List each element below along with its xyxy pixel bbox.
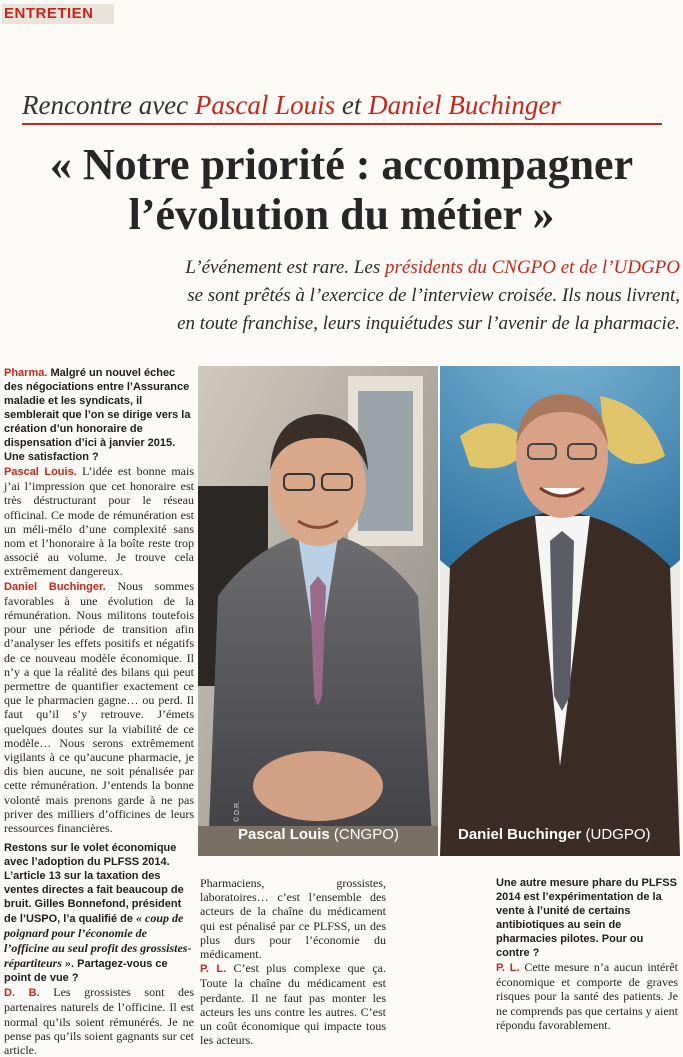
column-right [496, 876, 678, 1032]
article-headline: « Notre priorité : accompagner l’évolution du métier » [49, 140, 634, 239]
subtitle-name-1: Pascal Louis [194, 90, 336, 120]
article-lead: L’événement est rare. Les présidents du CNGPO et de l’UDGPO se sont prêtés à l’exercice de l’interview croisée. Ils nous livrent, en toute franchise, leurs inquiétudes sur l’avenir de la pharmacie. [177, 257, 680, 334]
question-3: Une autre mesure phare du PLFSS 2014 est l’expérimentation de la vente à l’unité de certains antibiotiques au sein de pharmacies pilotes. Pour ou contre ? [496, 877, 677, 959]
paragraph-continued: Pharmaciens, grossistes, laboratoires… c’est l’ensemble des acteurs de la chaîne du médicament qui est pénalisé par ce PLFSS, un des plus durs pour l’économie du médicament. [200, 876, 386, 962]
question-1: Pharma. Malgré un nouvel échec des négociations entre l’Assurance maladie et les syndicats, il semblerait que l’on se dirige vers la création d’un honoraire de dispensation d’ici à janvier 2015. Une satisfaction ? [4, 367, 191, 463]
portrait-illustration-left [198, 366, 438, 856]
photo-pascal-louis [198, 366, 438, 856]
answer-3: D. B. Les grossistes sont des partenaires naturels de l’officine. Il est normal qu’ils soient rémunérés. Je ne pense pas qu’ils soient gagnants sur cet article. [4, 985, 195, 1057]
caption-right: Daniel Buchinger (UDGPO) [458, 826, 651, 843]
answer-1: Pascal Louis. L’idée est bonne mais j’ai l’impression que cet honoraire est très déstructurant pour le réseau officinal. Ce mode de rémunération est un méli-mélo d’une complexité sans nom et l’honoraire à la boîte reste trop associé au volume. Je trouve cela extrêmement dangereux. [4, 464, 195, 579]
photo-credit: © D.R. [234, 800, 242, 823]
portrait-illustration-right [440, 366, 680, 856]
question-2: Restons sur le volet économique avec l’adoption du PLFSS 2014. L’article 13 sur la taxation des ventes directes a fait beaucoup de bruit. Gilles Bonnefond, président de l’USPO, l’a qualifié de « coup de poignard pour l’économie de l’officine au seul profit des grossistes-répartiteurs ». Partagez-vous ce point de vue ? [4, 842, 192, 985]
photo-daniel-buchinger [440, 366, 680, 856]
column-left [4, 366, 194, 1057]
answer-pl-2: P. L. Cette mesure n’a aucun intérêt économique et comporte de graves risques pour la santé des patients. Je ne comprends pas que certains y aient répondu favorablement. [496, 960, 678, 1032]
answer-pl: P. L. C’est plus complexe que ça. Toute la chaîne du médicament est perdante. Il ne faut pas monter les acteurs les uns contre les autres. C’est un coût économique qui impacte tous les acteurs. [200, 961, 386, 1048]
section-tag: ENTRETIEN [2, 4, 114, 24]
column-middle [200, 876, 386, 1047]
subtitle-name-2: Daniel Buchinger [368, 90, 561, 120]
article-subtitle: Rencontre avec Pascal Louis et Daniel Buchinger [22, 90, 662, 125]
caption-left: Pascal Louis (CNGPO) [238, 826, 399, 843]
answer-2: Daniel Buchinger. Nous sommes favorables à une évolution de la rémunération. Nous militons toutefois pour une période de transition afin d’analyser les effets positifs et négatifs de ce nouveau modèle économique. Il n’y a que la réalité des bilans qui peut permettre de quantifier exactement ce que le pharmacien gagne… ou perd. Il faut qu’il s’y retrouve. J’émets quelques doutes sur la viabilité de ce modèle… Nous serons extrêmement vigilants à ce qu’aucune pharmacie, je dis bien aucune, ne soit pénalisée par cette rémunération. J’entends la bonne volonté mais prenons garde à ne pas priver des milliers d’officines de leurs ressources financières. [4, 578, 194, 836]
